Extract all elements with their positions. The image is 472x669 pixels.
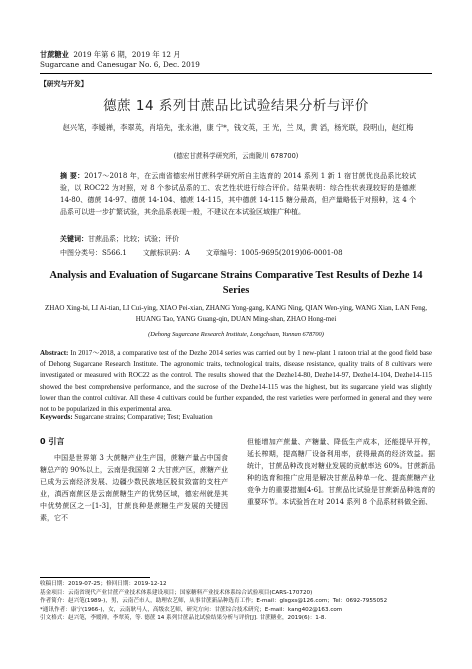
abstract-en-label: Abstract: [40,349,69,357]
footnote-corresponding: *通讯作者：康宁(1966-)，女，云南耿马人，高级农艺师，研究方向：甘蔗综合技术研究；E-mail：kang402@163.com [40,606,343,613]
abstract-cn-text: 2017～2018 年，在云南省德宏州甘蔗科学研究所自主选育的 2014 系列 1 新 1 宿甘蔗优良品系比较试验，以 ROC22 为对照，对 8 个参试品系的工、农艺性状进行综合评价。结果表明：综合性状表现较好的是德蔗 14-80、德蔗 14-97、德蔗 14-104、德蔗 14-115，其中德蔗 14-115 糖分最高，但产量略低于对照种，这 4 个品系可以进一步扩繁试验，其余品系表现一般，不建议在本试验区域推广种植。 [60,172,416,216]
keywords-cn-text: 甘蔗品系；比较；试验；评价 [88,235,179,243]
footnote-funding: 基金项目：云南省现代产业甘蔗产业技术体系建设项目；国家糖料产业技术体系综合试验项目(CARS-170720) [40,589,313,596]
abstract-en [40,348,432,415]
footnotes [40,580,435,623]
authors-cn: 赵兴笔，李嫒禅，李翠英，肖培先，张永港，康 宁*，钱文英，王 光，兰 凤，黄 滔，杨光联，段明山，赵红梅 [62,123,414,132]
body-text-right: 但能增加产蔗量、产糖量、降低生产成本，还能提早开榨，延长榨期，提高糖厂设备利用率，获得最高的经济效益。据统计，甘蔗品种改良对糖业发展的贡献率达 60%。甘蔗新品种的选育和推广应用是解决甘蔗品种单一化、提高蔗糖产业竞争力的重要措施[4-6]。甘蔗品比试验是甘蔗新品种选育的重要环节。本试验旨在对 2014 系列 8 个品系材料做全面、 [247,438,435,506]
title-cn: 德蔗 14 系列甘蔗品比试验结果分析与评价 [103,98,369,114]
section-heading: 0 引言 [40,437,65,446]
keywords-cn-label: 关键词： [60,234,88,243]
journal-name-en: Sugarcane and Canesugar No. 6, Dec. 2019 [40,59,200,69]
body-text-left: 中国是世界第 3 大蔗糖产业生产国，蔗糖产量占中国食糖总产的 90%以上，云南是我国第 2 大甘蔗产区，蔗糖产业已成为云南经济发展、边疆少数民族地区脱贫致富的支柱产业，滇西南蔗区是云南蔗糖生产的优势区域，德宏州就是其中优势蔗区之一[1-3]，甘蔗良种是蔗糖生产发展的关键因素，它不 [40,454,228,522]
keywords-cn [60,234,416,244]
abstract-cn-label: 摘 要： [60,171,85,180]
footnote-author: 作者简介：赵兴笔(1989-)，男，云南芒市人，助理农艺师，从事甘蔗新品种选育工作；E-mail：glsgxs@126.com；Tel：0692-7955052 [40,598,388,605]
article-number: 文章编号：1005-9695(2019)06-0001-08 [205,249,343,257]
affiliation-en: (Dehong Sugarcane Research Institute, Longchuan, Yunnan 678700) [148,331,324,338]
keywords-en [40,413,432,421]
issue-info: 2019 年第 6 期，2019 年 12 月 [73,50,181,59]
footnote-citation: 引文格式：赵兴笔，李嫒禅，李翠英，等. 德蔗 14 系列甘蔗品比试验结果分析与评价[J]. 甘蔗糖业，2019(6)：1-8. [40,615,327,622]
journal-header [40,50,435,69]
body-column-right [247,436,435,508]
keywords-en-label: Keywords: [40,413,73,421]
body-column-left [40,436,228,524]
header-rule [40,73,432,74]
abstract-en-text: In 2017～2018, a comparative test of the Dezhe 2014 series was carried out by 1 new-plant 1 ratoon trial at the good field base of Dehong Sugarcane Research Institute. The agronomic traits, technological traits, disease resistance, quality traits of 8 cultivars were investigated or measured with ROC22 as the control. The results showed that the Dezhe14-80, Dezhe14-97, Dezhe14-104, Dezhe14-115 showed the best comprehensive performance, and the sucrose of the Dezhe14-115 was the highest, but its sugarcane yield was slightly lower than the control cultivar. All these 4 cultivars could be further expanded, the rest varieties were performed in general and they were not to be popularized in this experimental area. [40,349,433,414]
title-en: Analysis and Evaluation of Sugarcane Strains Comparative Test Results of Dezhe 14 Series [49,270,423,296]
abstract-cn [60,170,416,218]
article-category: 【研究与开发】 [40,80,88,88]
authors-en: ZHAO Xing-bi, LI Ai-tian, LI Cui-ying, XIAO Pei-xian, ZHANG Yong-gang, KANG Ning, QIAN Wen-ying, WANG Xian, LAN Feng, HUANG Tao, YANG Guang-qin, DUAN Ming-shan, ZHAO Hong-mei [45,304,427,323]
journal-name-cn: 甘蔗糖业 [40,50,69,59]
document-code: 文献标识码：A [142,249,190,257]
clc-number: 中图分类号：S566.1 [60,249,127,257]
footnote-received: 收稿日期：2019-07-25；修回日期：2019-12-12 [40,581,167,587]
affiliation-cn: (德宏甘蔗科学研究所，云南陇川 678700) [173,152,299,160]
keywords-en-text: Sugarcane strains; Comparative; Test; Evaluation [74,413,213,421]
footnote-rule [40,577,150,578]
classification-line [60,248,420,258]
